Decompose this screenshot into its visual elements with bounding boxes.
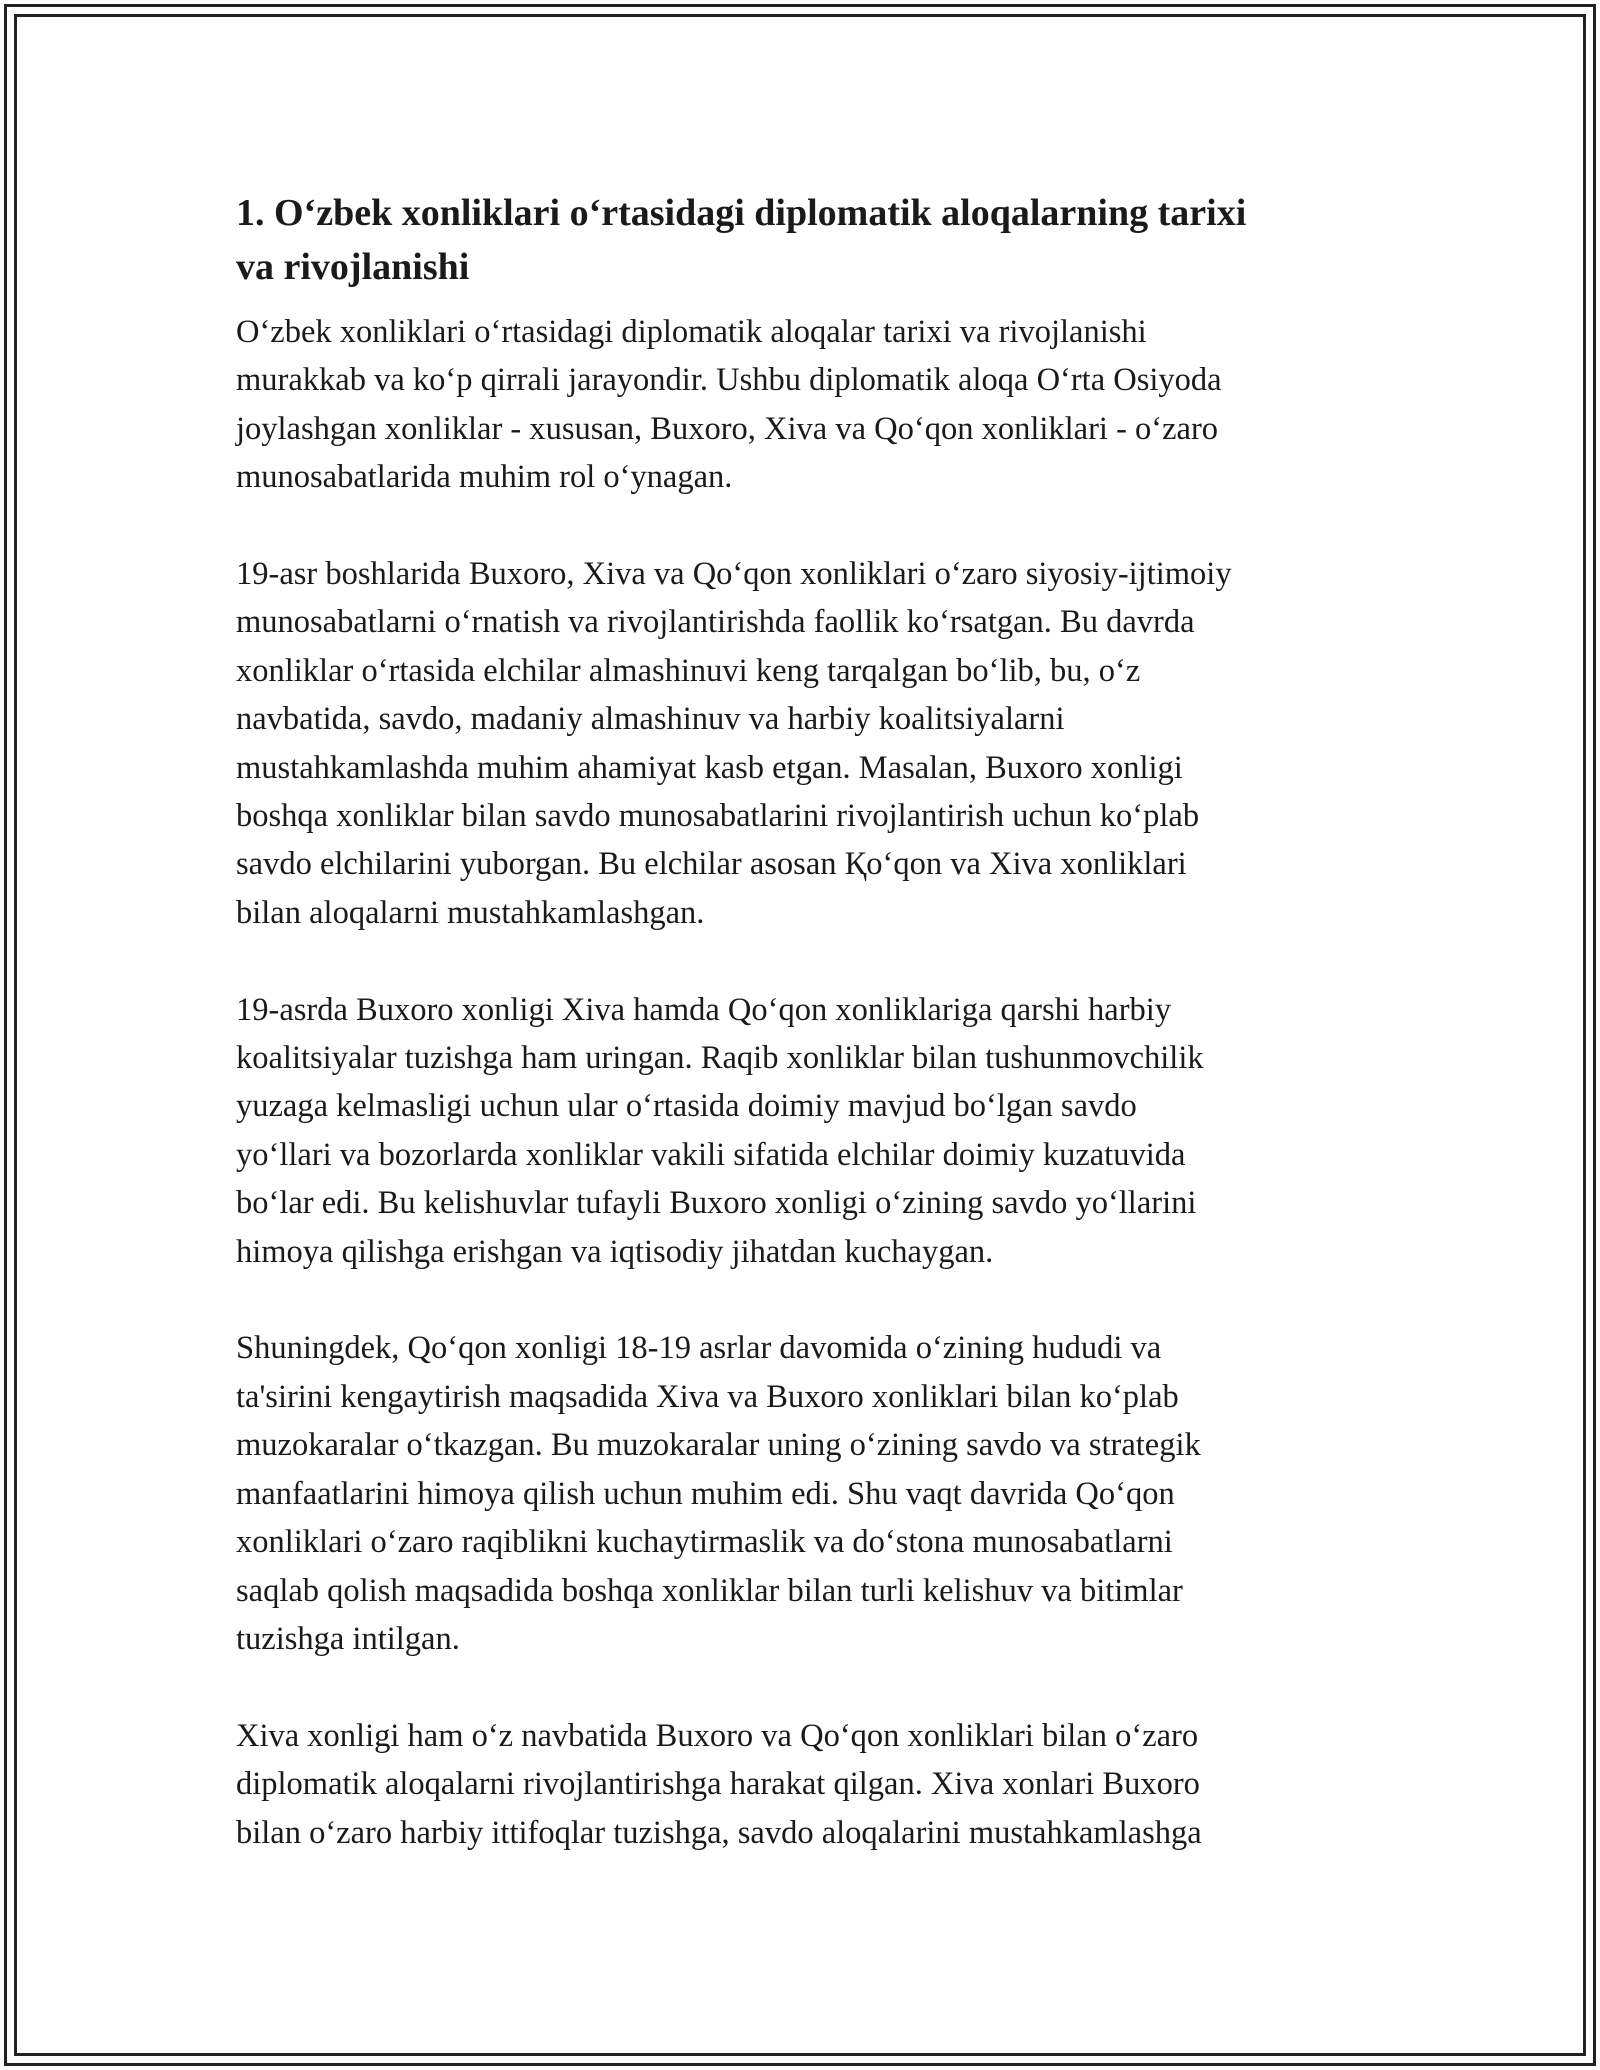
text-line: mustahkamlashda muhim ahamiyat kasb etgan. Masalan, Buxoro xonligi bbox=[236, 749, 1183, 786]
text-line: yo‘llari va bozorlarda xonliklar vakili sifatida elchilar doimiy kuzatuvida bbox=[236, 1136, 1186, 1173]
document-body bbox=[236, 186, 1366, 1905]
text-line: O‘zbek xonliklari o‘rtasidagi diplomatik aloqalar tarixi va rivojlanishi bbox=[236, 314, 1147, 350]
paragraph-1 bbox=[236, 308, 1366, 502]
text-line: himoya qilishga erishgan va iqtisodiy jihatdan kuchaygan. bbox=[236, 1233, 994, 1270]
text-line: navbatida, savdo, madaniy almashinuv va harbiy koalitsiyalarni bbox=[236, 701, 1065, 738]
text-line: murakkab va ko‘p qirrali jarayondir. Ushbu diplomatik aloqa O‘rta Osiyoda bbox=[236, 362, 1222, 399]
paragraph-3 bbox=[236, 986, 1366, 1276]
text-line: yuzaga kelmasligi uchun ular o‘rtasida doimiy mavjud bo‘lgan savdo bbox=[236, 1088, 1137, 1125]
paragraph-4 bbox=[236, 1324, 1366, 1663]
text-line: 19-asr boshlarida Buxoro, Xiva va Qo‘qon xonliklari o‘zaro siyosiy-ijtimoiy bbox=[236, 556, 1232, 593]
text-line: munosabatlarida muhim rol o‘ynagan. bbox=[236, 459, 733, 496]
paragraph-5 bbox=[236, 1712, 1366, 1857]
text-line: savdo elchilarini yuborgan. Bu elchilar asosan Қo‘qon va Xiva xonliklari bbox=[236, 846, 1187, 883]
heading-line: va rivojlanishi bbox=[236, 246, 470, 288]
text-line: bilan aloqalarni mustahkamlashgan. bbox=[236, 894, 705, 931]
text-line: Shuningdek, Qo‘qon xonligi 18-19 asrlar davomida o‘zining hududi va bbox=[236, 1330, 1162, 1367]
text-line: xonliklar o‘rtasida elchilar almashinuvi keng tarqalgan bo‘lib, bu, o‘z bbox=[236, 652, 1141, 689]
text-line: diplomatik aloqalarni rivojlantirishga harakat qilgan. Xiva xonlari Buxoro bbox=[236, 1766, 1200, 1803]
text-line: saqlab qolish maqsadida boshqa xonliklar bilan turli kelishuv va bitimlar bbox=[236, 1572, 1183, 1609]
text-line: 19-asrda Buxoro xonligi Xiva hamda Qo‘qon xonliklariga qarshi harbiy bbox=[236, 991, 1172, 1028]
text-line: bilan o‘zaro harbiy ittifoqlar tuzishga, savdo aloqalarini mustahkamlashga bbox=[236, 1814, 1202, 1851]
text-line: bo‘lar edi. Bu kelishuvlar tufayli Buxoro xonligi o‘zining savdo yo‘llarini bbox=[236, 1185, 1197, 1222]
text-line: boshqa xonliklar bilan savdo munosabatlarini rivojlantirish uchun ko‘plab bbox=[236, 798, 1200, 835]
section-heading bbox=[236, 186, 1366, 294]
text-line: manfaatlarini himoya qilish uchun muhim edi. Shu vaqt davrida Qo‘qon bbox=[236, 1475, 1175, 1512]
paragraph-2 bbox=[236, 550, 1366, 937]
text-line: muzokaralar o‘tkazgan. Bu muzokaralar uning o‘zining savdo va strategik bbox=[236, 1427, 1201, 1464]
text-line: xonliklari o‘zaro raqiblikni kuchaytirmaslik va do‘stona munosabatlarni bbox=[236, 1524, 1173, 1561]
text-line: ta'sirini kengaytirish maqsadida Xiva va Buxoro xonliklari bilan ko‘plab bbox=[236, 1378, 1179, 1415]
heading-line: 1. O‘zbek xonliklari o‘rtasidagi diplomatik aloqalarning tarixi bbox=[236, 192, 1247, 234]
text-line: Xiva xonligi ham o‘z navbatida Buxoro va Qo‘qon xonliklari bilan o‘zaro bbox=[236, 1717, 1199, 1754]
text-line: tuzishga intilgan. bbox=[236, 1620, 460, 1657]
text-line: koalitsiyalar tuzishga ham uringan. Raqib xonliklar bilan tushunmovchilik bbox=[236, 1040, 1204, 1077]
text-line: joylashgan xonliklar - xususan, Buxoro, Xiva va Qo‘qon xonliklari - o‘zaro bbox=[236, 410, 1219, 447]
text-line: munosabatlarni o‘rnatish va rivojlantirishda faollik ko‘rsatgan. Bu davrda bbox=[236, 604, 1195, 641]
